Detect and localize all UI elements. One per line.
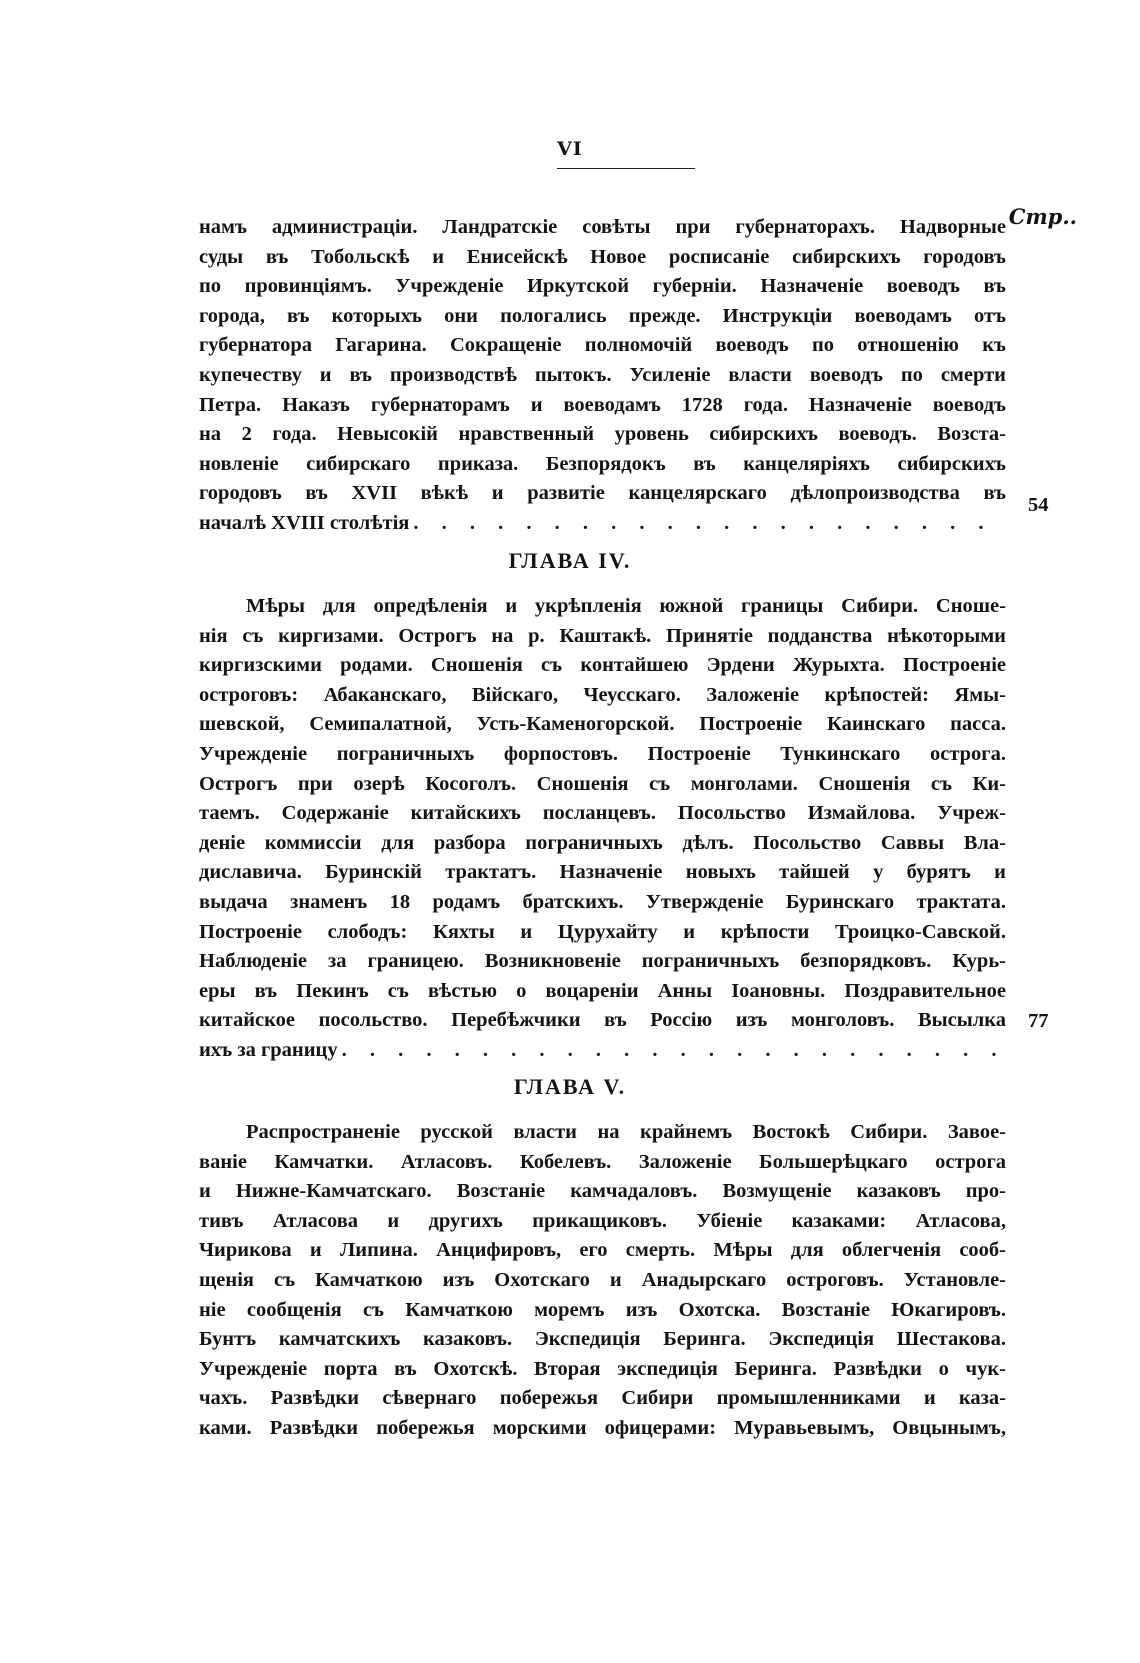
chapter-four-page-ref: 77 (1028, 1010, 1049, 1032)
summary-line: ніе сообщенія съ Камчаткою моремъ изъ Охотска. Возстаніе Юкагировъ. (199, 1298, 1006, 1321)
dot-leader (342, 1036, 1000, 1066)
summary-line: выдача знаменъ 18 родамъ братскихъ. Утвержденіе Буринскаго трактата. (199, 890, 1006, 913)
summary-line: Бунтъ камчатскихъ казаковъ. Экспедиція Беринга. Экспедиція Шестакова. (199, 1328, 1006, 1351)
summary-line: чахъ. Развѣдки сѣвернаго побережья Сибири промышленниками и каза- (199, 1387, 1006, 1410)
chapter-five-summary (199, 1118, 1006, 1444)
summary-line: китайское посольство. Перебѣжчики въ Россію изъ монголовъ. Высылка (199, 1009, 1006, 1032)
summary-line: губернатора Гагарина. Сокращеніе полномочій воеводъ по отношенію къ (199, 334, 1006, 357)
summary-line: киргизскими родами. Сношенія съ контайшею Эрдени Журыхта. Построеніе (199, 654, 1006, 677)
summary-line: города, въ которыхъ они пологались прежде. Инструкціи воеводамъ отъ (199, 304, 1006, 327)
summary-line: и Нижне-Камчатскаго. Возстаніе камчадаловъ. Возмущеніе казаковъ про- (199, 1180, 1006, 1203)
header-rule (557, 168, 695, 169)
section-one-summary (199, 213, 1006, 539)
chapter-five-text (199, 1118, 1006, 1444)
summary-line: купечеству и въ производствѣ пытокъ. Усиленіе власти воеводъ по смерти (199, 363, 1006, 386)
summary-line: Петра. Наказъ губернаторамъ и воеводамъ 1728 года. Назначеніе воеводъ (199, 393, 1006, 416)
chapter-four-summary (199, 592, 1006, 1066)
chapter-four-text (199, 592, 1006, 1036)
summary-line: на 2 года. Невысокій нравственный уровень сибирскихъ воеводъ. Возста- (199, 423, 1006, 446)
summary-line: щенія съ Камчаткою изъ Охотскаго и Анадырскаго остроговъ. Установле- (199, 1268, 1006, 1291)
section-one-last-line (199, 509, 1006, 539)
summary-line: ками. Развѣдки побережья морскими офицерами: Муравьевымъ, Овцынымъ, (199, 1416, 1006, 1439)
section-one-page-ref: 54 (1028, 494, 1049, 516)
summary-line: по провинціямъ. Учрежденіе Иркутской губерніи. Назначеніе воеводъ въ (199, 275, 1006, 298)
summary-line: остроговъ: Абаканскаго, Війскаго, Чеусскаго. Заложеніе крѣпостей: Ямы- (199, 683, 1006, 706)
summary-line: Учрежденіе порта въ Охотскѣ. Вторая экспедиція Беринга. Развѣдки о чук- (199, 1357, 1006, 1380)
summary-line: Чирикова и Липина. Анцифировъ, его смерть. Мѣры для облегченія сооб- (199, 1239, 1006, 1262)
summary-line: Наблюденіе за границею. Возникновеніе пограничныхъ безпорядковъ. Курь- (199, 950, 1006, 973)
summary-line: суды въ Тобольскѣ и Енисейскѣ Новое росписаніе сибирскихъ городовъ (199, 245, 1006, 268)
chapter-four-last-line-text: ихъ за границу (199, 1038, 338, 1061)
summary-line: Учрежденіе пограничныхъ форпостовъ. Построеніе Тункинскаго острога. (199, 742, 1006, 765)
summary-line: Распространеніе русской власти на крайнемъ Востокѣ Сибири. Завое- (246, 1121, 1006, 1143)
page-number: VI (557, 138, 583, 160)
summary-line: еры въ Пекинъ съ вѣстью о воцареніи Анны Іоановны. Поздравительное (199, 979, 1006, 1002)
summary-line: деніе коммиссіи для разбора пограничныхъ дѣлъ. Посольство Саввы Вла- (199, 831, 1006, 854)
summary-line: нія съ киргизами. Острогъ на р. Каштакѣ. Принятіе подданства нѣкоторыми (199, 624, 1006, 647)
section-one-text (199, 213, 1006, 509)
dot-leader (413, 509, 1000, 539)
summary-line: Острогъ при озерѣ Косоголъ. Сношенія съ монголами. Сношенія съ Ки- (199, 772, 1006, 795)
summary-line: таемъ. Содержаніе китайскихъ посланцевъ. Посольство Измайлова. Учреж- (199, 802, 1006, 825)
section-one-last-line-text: началѣ XVIII столѣтія (199, 511, 410, 534)
summary-line: диславича. Буринскій трактатъ. Назначеніе новыхъ тайшей у бурятъ и (199, 861, 1006, 884)
page-column-label: Стр.. (1008, 204, 1077, 229)
chapter-four-last-line (199, 1036, 1006, 1066)
chapter-five-heading: ГЛАВА V. (513, 1074, 627, 1099)
summary-line: Построеніе слободъ: Кяхты и Цурухайту и крѣпости Троицко-Савской. (199, 920, 1006, 943)
summary-line: шевской, Семипалатной, Усть-Каменогорской. Построеніе Каинскаго пасса. (199, 713, 1006, 736)
summary-line: Мѣры для опредѣленія и укрѣпленія южной границы Сибири. Сноше- (246, 595, 1006, 617)
summary-line: ваніе Камчатки. Атласовъ. Кобелевъ. Заложеніе Большерѣцкаго острога (199, 1150, 1006, 1173)
summary-line: тивъ Атласова и другихъ прикащиковъ. Убіеніе казаками: Атласова, (199, 1209, 1006, 1232)
summary-line: намъ администраціи. Ландратскіе совѣты при губернаторахъ. Надворные (199, 216, 1006, 238)
summary-line: городовъ въ XVII вѣкѣ и развитіе канцелярскаго дѣлопроизводства въ (199, 482, 1006, 505)
summary-line: новленіе сибирскаго приказа. Безпорядокъ въ канцеляріяхъ сибирскихъ (199, 452, 1006, 475)
chapter-four-heading: ГЛАВА IV. (508, 548, 632, 573)
